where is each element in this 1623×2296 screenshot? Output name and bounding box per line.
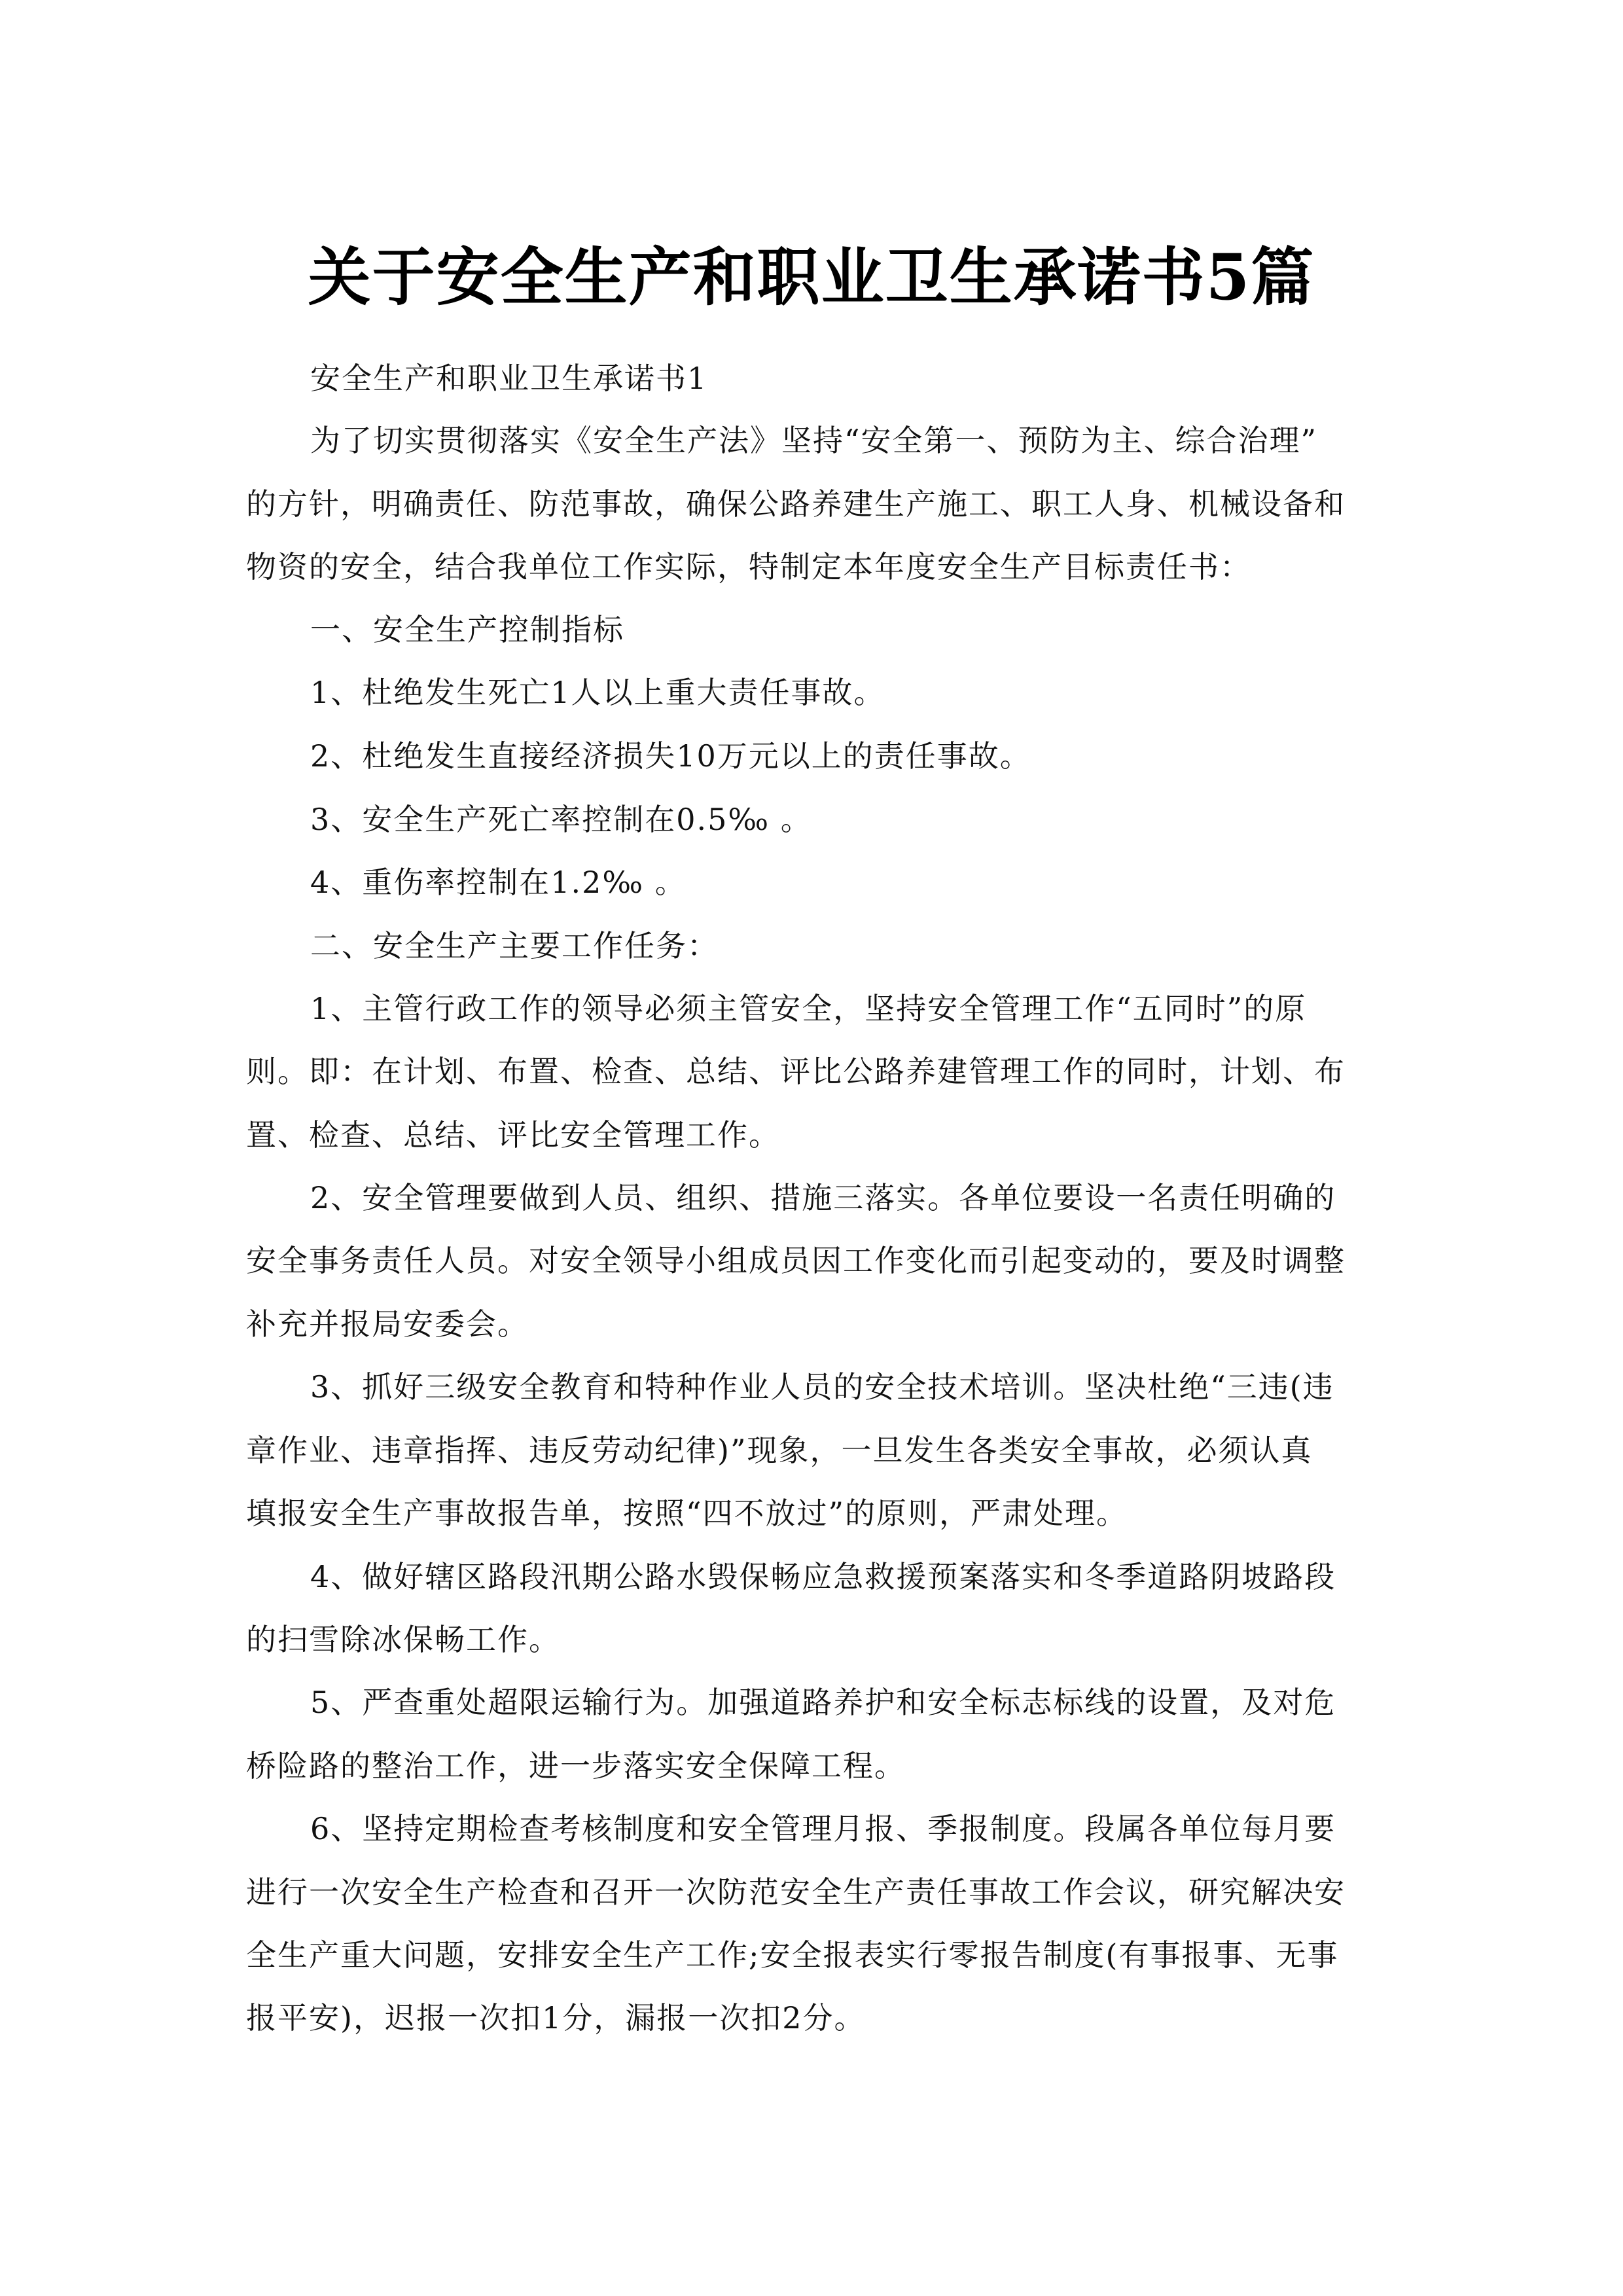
text-line: 为了切实贯彻落实《安全生产法》坚持“安全第一、预防为主、综合治理” <box>310 423 1318 458</box>
text-line: 的扫雪除冰保畅工作。 <box>246 1622 560 1657</box>
text-line: 补充并报局安委会。 <box>246 1306 529 1342</box>
document-title: 关于安全生产和职业卫生承诺书5篇 <box>308 240 1315 315</box>
text-line: 4、做好辖区路段汛期公路水毁保畅应急救援预案落实和冬季道路阴坡路段 <box>310 1559 1336 1594</box>
text-line: 则。即：在计划、布置、检查、总结、评比公路养建管理工作的同时，计划、布 <box>246 1054 1346 1089</box>
text-line: 一、安全生产控制指标 <box>310 612 624 647</box>
text-line: 填报安全生产事故报告单，按照“四不放过”的原则，严肃处理。 <box>246 1496 1128 1531</box>
text-line: 2、安全管理要做到人员、组织、措施三落实。各单位要设一名责任明确的 <box>310 1180 1336 1215</box>
text-line: 5、严查重处超限运输行为。加强道路养护和安全标志标线的设置，及对危 <box>310 1685 1336 1720</box>
text-line: 置、检查、总结、评比安全管理工作。 <box>246 1117 780 1153</box>
text-line: 2、杜绝发生直接经济损失10万元以上的责任事故。 <box>310 738 1031 774</box>
text-line: 章作业、违章指挥、违反劳动纪律)”现象，一旦发生各类安全事故，必须认真 <box>246 1433 1313 1468</box>
text-line: 3、抓好三级安全教育和特种作业人员的安全技术培训。坚决杜绝“三违(违 <box>310 1369 1334 1405</box>
text-line: 安全生产和职业卫生承诺书1 <box>310 361 708 396</box>
text-line: 报平安)，迟报一次扣1分，漏报一次扣2分。 <box>246 2000 866 2036</box>
text-line: 的方针，明确责任、防范事故，确保公路养建生产施工、职工人身、机械设备和 <box>246 486 1346 522</box>
text-line: 二、安全生产主要工作任务： <box>310 928 719 963</box>
text-line: 1、主管行政工作的领导必须主管安全，坚持安全管理工作“五同时”的原 <box>310 991 1307 1026</box>
text-line: 物资的安全，结合我单位工作实际，特制定本年度安全生产目标责任书： <box>246 549 1251 584</box>
text-line: 6、坚持定期检查考核制度和安全管理月报、季报制度。段属各单位每月要 <box>310 1811 1336 1846</box>
text-line: 全生产重大问题，安排安全生产工作;安全报表实行零报告制度(有事报事、无事 <box>246 1937 1339 1973</box>
text-line: 4、重伤率控制在1.2‰ 。 <box>310 865 687 900</box>
text-line: 3、安全生产死亡率控制在0.5‰ 。 <box>310 802 812 837</box>
text-line: 1、杜绝发生死亡1人以上重大责任事故。 <box>310 675 885 710</box>
text-line: 桥险路的整治工作，进一步落实安全保障工程。 <box>246 1748 906 1784</box>
text-line: 安全事务责任人员。对安全领导小组成员因工作变化而引起变动的，要及时调整 <box>246 1243 1346 1278</box>
text-line: 进行一次安全生产检查和召开一次防范安全生产责任事故工作会议，研究解决安 <box>246 1874 1346 1910</box>
